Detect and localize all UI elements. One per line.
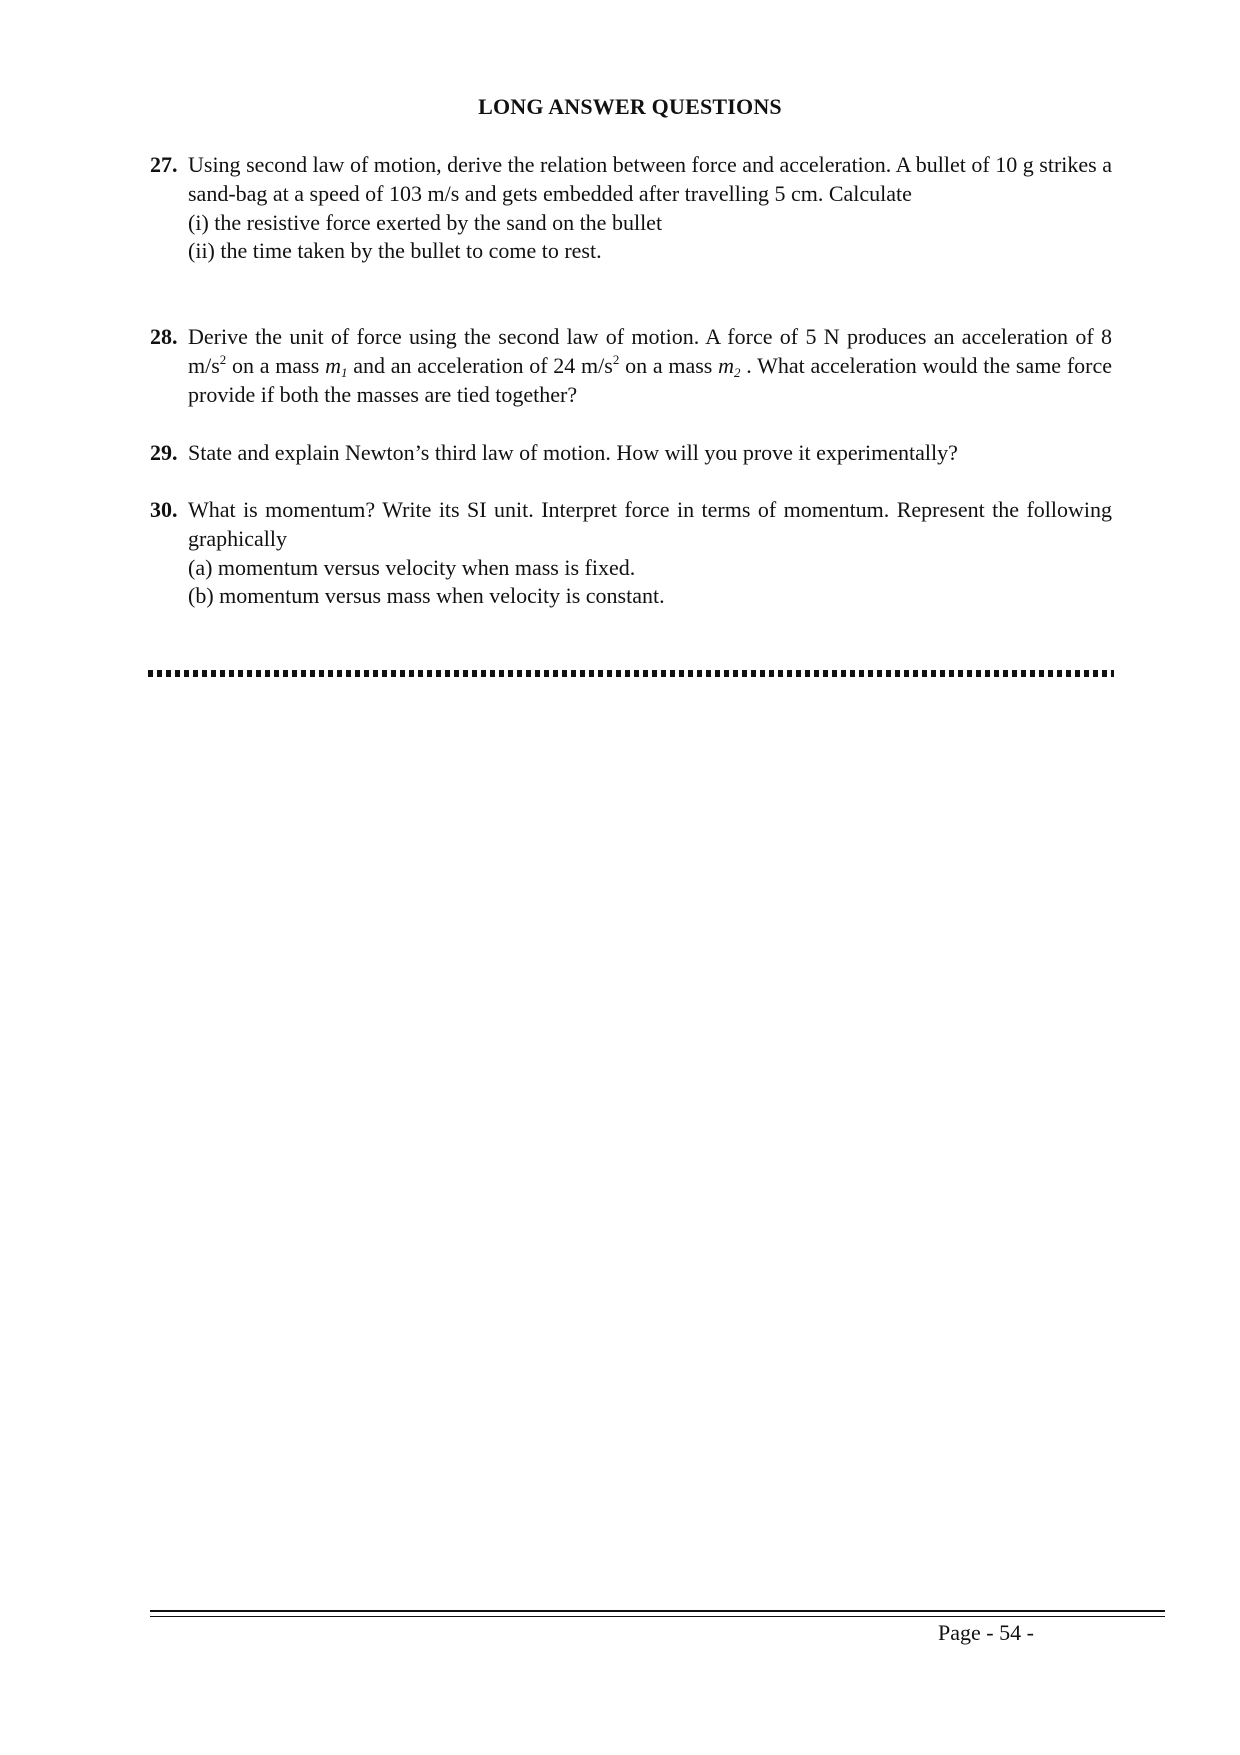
symbol-m1: $m_1$ <box>325 352 348 380</box>
question-number: 27. <box>150 152 178 177</box>
superscript: 2 <box>219 351 227 367</box>
superscript: 2 <box>612 351 620 367</box>
question-stem: Derive the unit of force using the second law of motion. A force of 5 N produces an acceleration of 8 $m/s^2$ on a mass $m_1$ and an acceleration of 24 $m/s^2$ on a mass $m_2$ . What acceleration would the same force provide if both the masses are tied together? <box>188 324 1112 407</box>
question-part: (ii) the time taken by the bullet to come to rest. <box>188 238 602 264</box>
question-part: (a) momentum versus velocity when mass is fixed. <box>188 554 636 580</box>
question-part: (b) momentum versus mass when velocity is constant. <box>188 583 665 609</box>
section-heading: LONG ANSWER QUESTIONS <box>478 94 782 119</box>
dotted-divider <box>148 670 1114 677</box>
footer-rule <box>150 1616 1165 1617</box>
question-number: 28. <box>150 324 178 349</box>
question-stem: State and explain Newton’s third law of motion. How will you prove it experimentally? <box>188 440 958 465</box>
question-30 <box>150 496 1112 611</box>
footer-rule <box>150 1610 1165 1612</box>
question-29 <box>150 439 1112 468</box>
question-number: 29. <box>150 440 178 465</box>
question-body <box>188 151 1112 266</box>
question-body <box>188 439 1112 468</box>
page-number: Page - 54 - <box>938 1620 1034 1645</box>
question-stem: Using second law of motion, derive the relation between force and acceleration. A bullet of 10 g strikes a sand-bag at a speed of 103 m/s and gets embedded after travelling 5 cm. Calculate <box>188 152 1112 206</box>
question-body <box>188 323 1112 409</box>
question-number: 30. <box>150 497 178 522</box>
question-28 <box>150 323 1112 409</box>
question-stem: What is momentum? Write its SI unit. Interpret force in terms of momentum. Represent the following graphically <box>188 497 1112 551</box>
question-body <box>188 496 1112 611</box>
symbol-m2: $m_2$ <box>718 352 741 380</box>
question-part: (i) the resistive force exerted by the sand on the bullet <box>188 209 663 235</box>
question-27 <box>150 151 1112 266</box>
